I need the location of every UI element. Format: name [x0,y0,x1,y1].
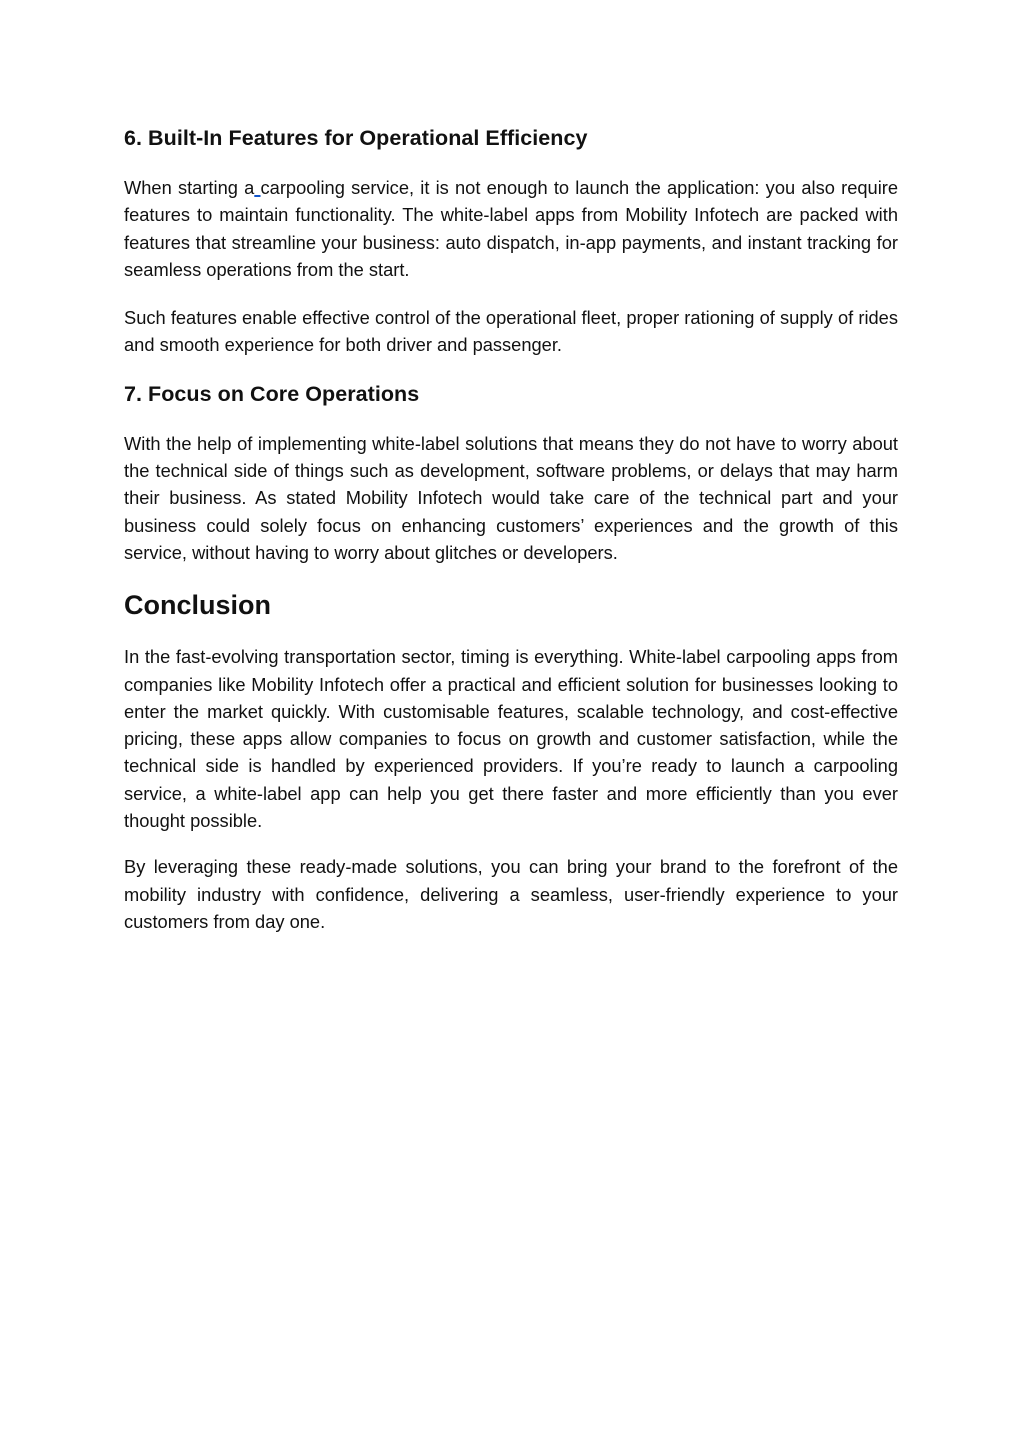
section-6-paragraph-2: Such features enable effective control of the operational fleet, proper rationing of supply of rides and smooth experience for both driver and passenger. [124,307,898,356]
section-6-heading: 6. Built-In Features for Operational Efficiency [124,126,588,150]
section-6-paragraph-1-start: When starting a [124,177,255,198]
section-7-heading: 7. Focus on Core Operations [124,381,420,406]
section-6-paragraph-1-rest: carpooling service, it is not enough to launch the application: you also require features to maintain functionality. The white-label apps from Mobility Infotech are packed with features that streamline your business: auto dispatch, in-app payments, and instant tracking for seamless operations from the start. [124,177,899,280]
conclusion-paragraph-2: By leveraging these ready-made solutions, you can bring your brand to the forefront of the mobility industry with confidence, delivering a seamless, user-friendly experience to your customers from day one. [124,856,898,932]
conclusion-paragraph-1: In the fast-evolving transportation sector, timing is everything. White-label carpooling apps from companies like Mobility Infotech offer a practical and efficient solution for businesses looking to enter the market quickly. With customisable features, scalable technology, and cost-effective pricing, these apps allow companies to focus on growth and customer satisfaction, while the technical side is handled by experienced providers. If you’re ready to launch a carpooling service, a white-label app can help you get there faster and more efficiently than you ever thought possible. [124,646,898,832]
conclusion-heading: Conclusion [124,590,271,621]
document-page [124,112,898,935]
section-6-paragraph-1 [124,174,898,283]
section-7-paragraph-1: With the help of implementing white-label solutions that means they do not have to worry about the technical side of things such as development, software problems, or delays that may harm their business. As stated Mobility Infotech would take care of the technical part and your business could solely focus on enhancing customers’ experiences and the growth of this service, without having to worry about glitches or developers. [124,432,898,563]
